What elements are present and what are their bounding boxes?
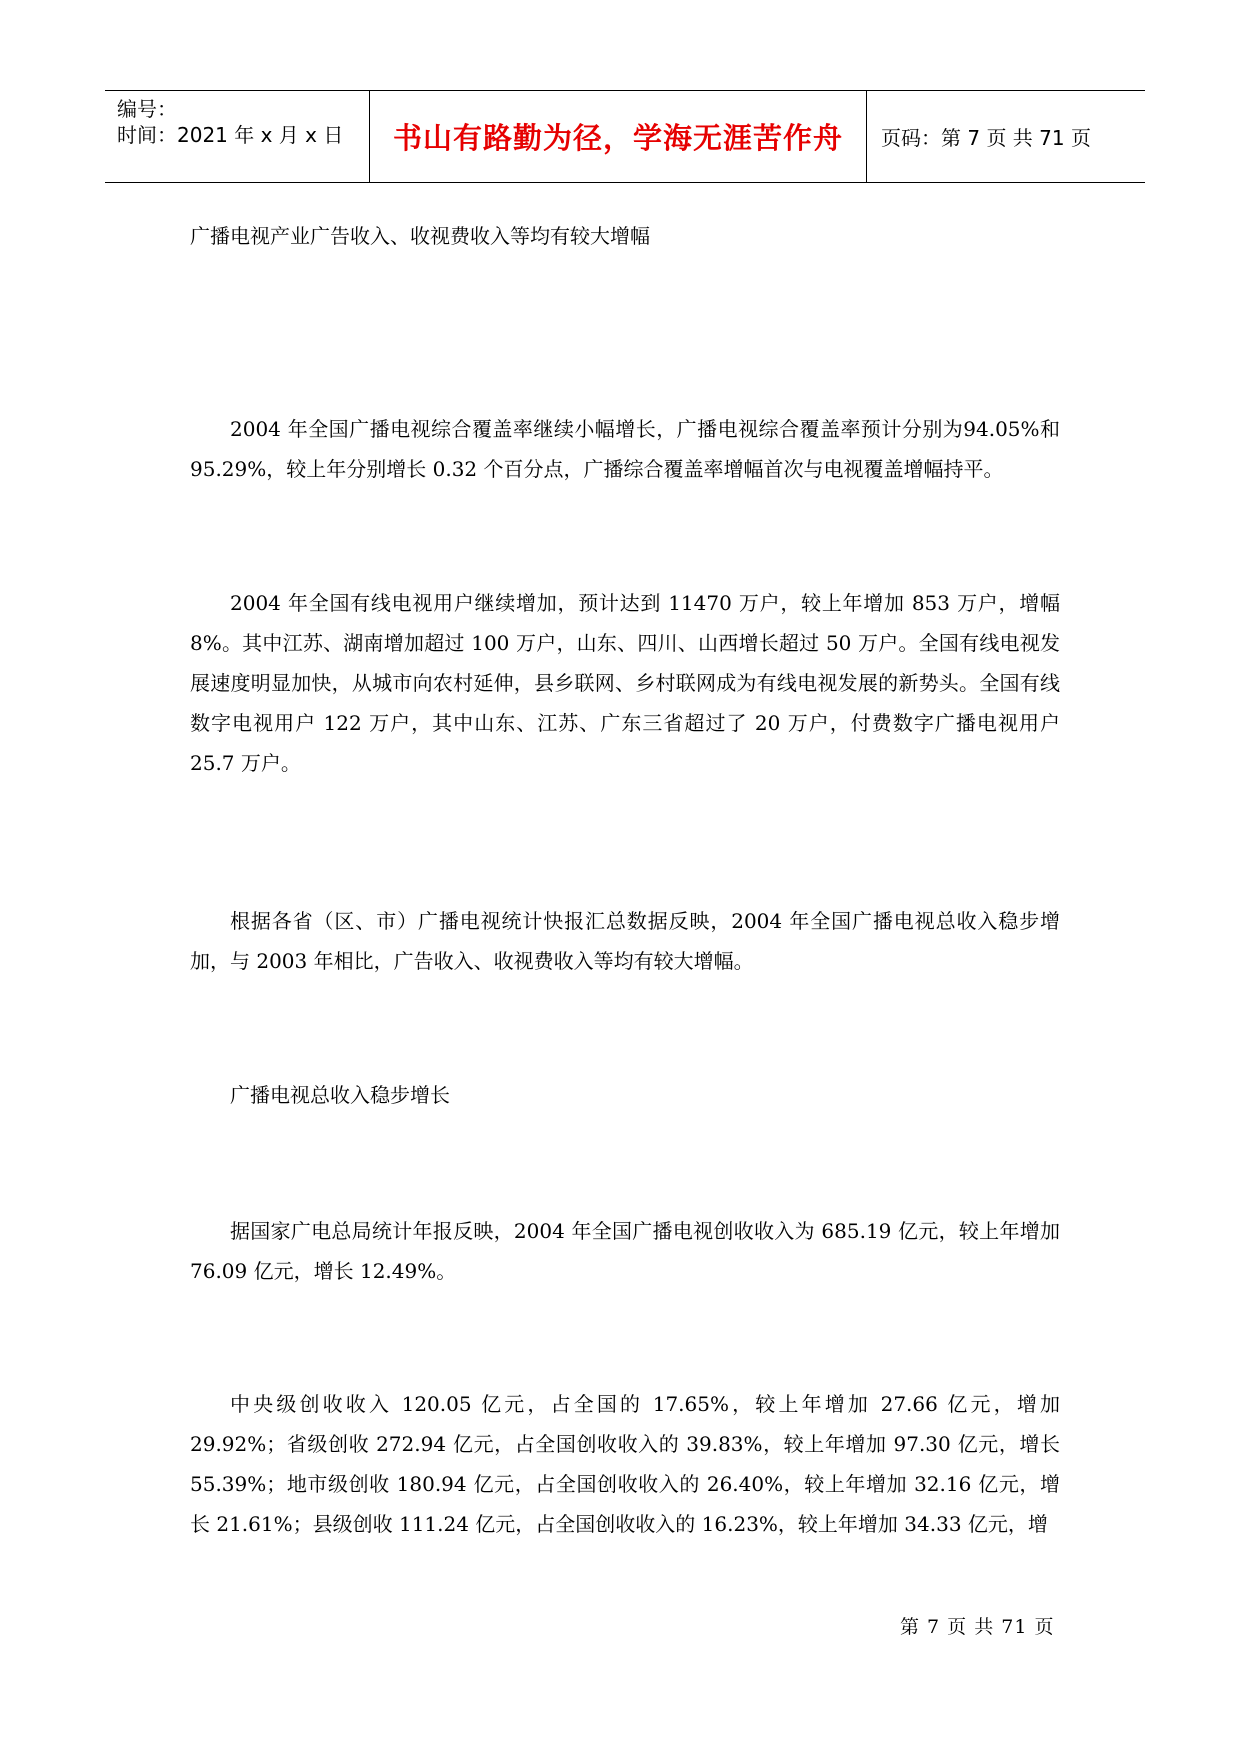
- page-header: [105, 90, 1145, 183]
- header-meta: [105, 91, 370, 182]
- paragraph: 中央级创收收入 120.05 亿元，占全国的 17.65%，较上年增加 27.66 亿元，增加 29.92%；省级创收 272.94 亿元，占全国创收收入的 39.83%，较上年增加 97.30 亿元，增长 55.39%；地市级创收 180.94 亿元，占全国创收收入的 26.40%，较上年增加 32.16 亿元，增长 21.61%；县级创收 111.24 亿元，占全国创收收入的 16.23%，较上年增加 34.33 亿元，增: [190, 1392, 1060, 1536]
- time-label: 时间：2021 年 x 月 x 日: [117, 123, 344, 147]
- section-heading: 广播电视产业广告收入、收视费收入等均有较大增幅: [190, 224, 650, 248]
- paragraph: 2004 年全国广播电视综合覆盖率继续小幅增长，广播电视综合覆盖率预计分别为94.05%和 95.29%，较上年分别增长 0.32 个百分点，广播综合覆盖率增幅首次与电视覆盖增幅持平。: [190, 417, 1060, 481]
- paragraph: 2004 年全国有线电视用户继续增加，预计达到 11470 万户，较上年增加 853 万户，增幅 8%。其中江苏、湖南增加超过 100 万户，山东、四川、山西增长超过 50 万户。全国有线电视发展速度明显加快，从城市向农村延伸，县乡联网、乡村联网成为有线电视发展的新势头。全国有线数字电视用户 122 万户，其中山东、江苏、广东三省超过了 20 万户，付费数字广播电视用户 25.7 万户。: [190, 591, 1060, 775]
- paragraph: 根据各省（区、市）广播电视统计快报汇总数据反映，2004 年全国广播电视总收入稳步增加，与 2003 年相比，广告收入、收视费收入等均有较大增幅。: [190, 909, 1060, 973]
- header-motto-cell: [370, 91, 867, 182]
- header-page-code: 页码：第 7 页 共 71 页: [881, 126, 1091, 150]
- page-footer: 第 7 页 共 71 页: [900, 1616, 1055, 1638]
- paragraph: 据国家广电总局统计年报反映，2004 年全国广播电视创收收入为 685.19 亿元，较上年增加 76.09 亿元，增长 12.49%。: [190, 1219, 1060, 1283]
- header-motto: 书山有路勤为径，学海无涯苦作舟: [392, 121, 843, 155]
- section-heading: 广播电视总收入稳步增长: [230, 1083, 450, 1107]
- number-label: 编号：: [117, 97, 177, 121]
